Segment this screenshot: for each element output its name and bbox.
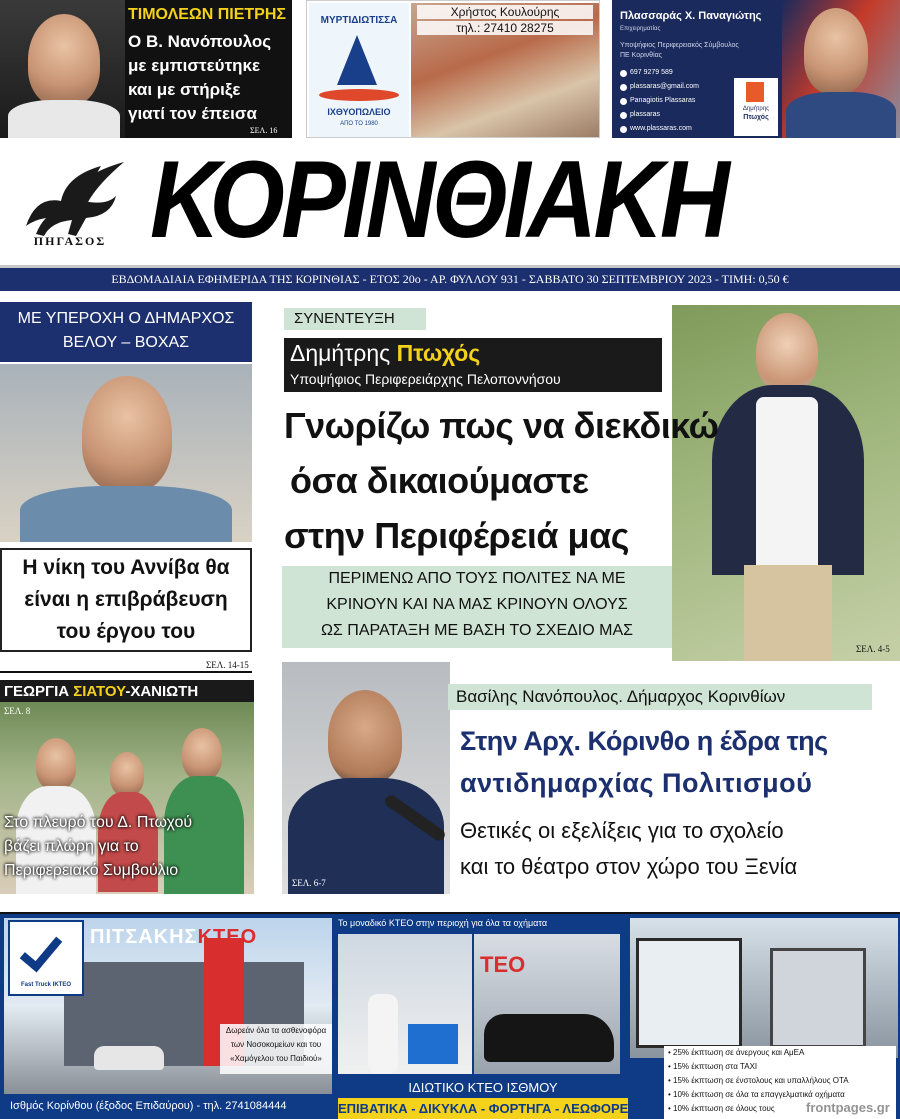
interview-tag[interactable] bbox=[284, 308, 426, 330]
ad-pietris[interactable] bbox=[0, 0, 292, 138]
fish-brand: ΜΥΡΤΙΔΙΩΤΙΣΣΑ bbox=[320, 15, 398, 26]
siatou-cap1: Στο πλευρό του Δ. Πτωχού bbox=[4, 814, 193, 831]
kteo-free3: «Χαμόγελου του Παιδιού» bbox=[230, 1054, 322, 1063]
kteo-address-bar bbox=[4, 1096, 332, 1118]
kteo-discount-0: • 25% έκπτωση σε άνεργους και ΑμΕΑ bbox=[668, 1048, 805, 1057]
fish-logo bbox=[309, 3, 409, 137]
plassaras-email: plassaras@gmail.com bbox=[630, 83, 699, 90]
pietris-line1: Ο Β. Νανόπουλος bbox=[128, 32, 272, 51]
sea-waves bbox=[319, 89, 399, 101]
pegasus-logo bbox=[6, 156, 134, 256]
kteo-truck-photo bbox=[630, 918, 898, 1058]
interview-sub-box bbox=[282, 566, 672, 648]
kteo-brand bbox=[90, 926, 257, 949]
annivas-photo bbox=[0, 364, 252, 542]
kteo-free-box bbox=[220, 1024, 332, 1074]
mayor-head1: Στην Αρχ. Κόρινθο η έδρα της bbox=[460, 726, 828, 756]
fish-owner: Χρήστος Κουλούρης bbox=[417, 5, 593, 19]
fish-since: ΑΠΟ ΤΟ 1980 bbox=[340, 121, 378, 127]
mayor-kicker: Βασίλης Νανόπουλος. Δήμαρχος Κορινθίων bbox=[456, 687, 786, 706]
kteo-free1: Δωρεάν όλα τα ασθενοφόρα bbox=[225, 1026, 327, 1035]
interview-tag-label: ΣΥΝΕΝΤΕΥΞΗ bbox=[294, 310, 395, 327]
logo-surname: Πτωχός bbox=[743, 114, 769, 121]
mayor-photo bbox=[282, 662, 450, 894]
logo-name: Δημήτρης bbox=[742, 106, 770, 112]
plassaras-fb: Panagiotis Plassaras bbox=[630, 97, 696, 104]
instagram-icon bbox=[620, 112, 627, 119]
kteo-sign: ΤΕΟ bbox=[480, 952, 526, 977]
plassaras-role2: Υποψήφιος Περιφερειακός Σύμβουλος bbox=[620, 42, 739, 49]
ad-kteo[interactable] bbox=[0, 912, 900, 1119]
plassaras-name: Πλασσαράς Χ. Παναγιώτης bbox=[620, 10, 762, 22]
plassaras-role3: ΠΕ Κορινθίας bbox=[620, 52, 663, 59]
fish-sub: ΙΧΘΥΟΠΩΛΕΙΟ bbox=[327, 107, 391, 117]
plassaras-ig: plassaras bbox=[630, 111, 660, 118]
pietris-line3: και με στήριξε bbox=[128, 80, 241, 99]
checkmark-icon bbox=[20, 928, 63, 973]
kteo-discount-3: • 10% έκπτωση σε όλα τα επαγγελματικά οχήματα bbox=[668, 1090, 845, 1099]
siatou-cap3: Περιφερειακό Συμβούλιο bbox=[4, 862, 179, 879]
interview-name-box bbox=[284, 338, 662, 392]
kteo-inspection-photo bbox=[338, 934, 472, 1074]
mayor-sub2: και το θέατρο στον χώρο του Ξενία bbox=[460, 854, 798, 879]
pietris-line4: γιατί τον έπεισα bbox=[128, 104, 257, 123]
left-story-annivas[interactable] bbox=[0, 302, 252, 654]
kteo-brand2: ΚΤΕΟ bbox=[197, 926, 258, 948]
siatou-name bbox=[4, 683, 198, 700]
interview-head3: στην Περιφέρειά μας bbox=[284, 515, 629, 556]
mayor-sub1: Θετικές οι εξελίξεις για το σχολείο bbox=[460, 818, 784, 843]
plassaras-role1: Επιχειρηματίας bbox=[620, 26, 661, 32]
ad-plassaras[interactable] bbox=[612, 0, 900, 138]
annivas-kicker2: ΒΕΛΟΥ – ΒΟΧΑΣ bbox=[62, 334, 190, 351]
left-story-siatou[interactable] bbox=[0, 680, 254, 894]
kteo-types: ΕΠΙΒΑΤΙΚΑ - ΔΙΚΥΚΛΑ - ΦΟΡΤΗΓΑ - ΛΕΩΦΟΡΕΙΑ bbox=[338, 1101, 642, 1116]
interview-name bbox=[290, 340, 480, 367]
kteo-private: ΙΔΙΩΤΙΚΟ ΚΤΕΟ ΙΣΘΜΟΥ bbox=[408, 1080, 558, 1095]
annivas-kicker-box bbox=[0, 302, 252, 362]
mayor-page: ΣΕΛ. 6-7 bbox=[292, 878, 326, 888]
siatou-name-pre: ΓΕΩΡΓΙΑ bbox=[4, 683, 74, 700]
siatou-name-hl: ΣΙΑΤΟΥ bbox=[73, 683, 126, 700]
annivas-head2: είναι η επιβράβευση bbox=[24, 588, 228, 611]
kteo-discount-1: • 15% έκπτωση στα ΤΑΧΙ bbox=[668, 1062, 758, 1071]
plassaras-phone: 697 9279 589 bbox=[630, 69, 673, 76]
kteo-discount-4: • 10% έκπτωση σε όλους τους bbox=[668, 1104, 775, 1113]
kteo-badge bbox=[8, 920, 84, 996]
siatou-page: ΣΕΛ. 8 bbox=[4, 706, 31, 716]
fish-phone: τηλ.: 27410 28275 bbox=[417, 21, 593, 35]
pietris-line2: με εμπιστεύτηκε bbox=[128, 56, 261, 75]
kteo-private-bar bbox=[338, 1076, 628, 1098]
mayor-kicker-box bbox=[448, 684, 872, 710]
siatou-name-post: -ΧΑΝΙΩΤΗ bbox=[125, 683, 199, 700]
kteo-badge-label: Fast Truck ΙΚΤΕΟ bbox=[20, 982, 71, 988]
interview-sub1: ΠΕΡΙΜΕΝΩ ΑΠΟ ΤΟΥΣ ΠΟΛΙΤΕΣ ΝΑ ΜΕ bbox=[328, 570, 626, 587]
masthead-title: ΚΟΡΙΝΘΙΑΚΗ bbox=[150, 138, 727, 261]
interview-first: Δημήτρης bbox=[290, 340, 397, 366]
email-icon bbox=[620, 84, 627, 91]
interview-surname: Πτωχός bbox=[396, 340, 481, 366]
web-icon bbox=[620, 126, 627, 133]
annivas-kicker1: ΜΕ ΥΠΕΡΟΧΗ Ο ΔΗΜΑΡΧΟΣ bbox=[17, 310, 235, 327]
annivas-head3: του έργου του bbox=[56, 620, 196, 643]
interview-head1: Γνωρίζω πως να διεκδικώ bbox=[284, 405, 719, 446]
sailboat-icon bbox=[337, 35, 377, 85]
phone-icon bbox=[620, 70, 627, 77]
annivas-headline-box bbox=[0, 548, 252, 652]
kteo-types-bar bbox=[338, 1098, 642, 1119]
plassaras-photo bbox=[782, 0, 900, 138]
kteo-only-label: Το μοναδικό ΚΤΕΟ στην περιοχή για όλα τα οχήματα bbox=[338, 918, 548, 928]
siatou-cap2: βάζει πλώρη για το bbox=[4, 838, 139, 855]
annivas-head1: Η νίκη του Αννίβα θα bbox=[22, 556, 230, 579]
interview-role: Υποψήφιος Περιφερειάρχης Πελοποννήσου bbox=[290, 371, 561, 387]
ad-fishmarket[interactable] bbox=[306, 0, 600, 138]
kteo-car-photo bbox=[474, 934, 620, 1074]
left-divider bbox=[0, 671, 252, 673]
pietris-name: ΤΙΜΟΛΕΩΝ ΠΙΕΤΡΗΣ bbox=[128, 6, 287, 23]
plassaras-web: www.plassaras.com bbox=[630, 125, 692, 132]
watermark: frontpages.gr bbox=[806, 1100, 890, 1115]
facebook-icon bbox=[620, 98, 627, 105]
kteo-discount-2: • 15% έκπτωση σε ένστολους και υπαλλήλους ΟΤΑ bbox=[668, 1076, 849, 1085]
pietris-page: ΣΕΛ. 16 bbox=[250, 126, 278, 135]
interview-head2: όσα δικαιούμαστε bbox=[290, 460, 589, 501]
interview-sub3: ΩΣ ΠΑΡΑΤΑΞΗ ΜΕ ΒΑΣΗ ΤΟ ΣΧΕΔΙΟ ΜΑΣ bbox=[320, 622, 634, 639]
masthead-info-bar bbox=[0, 265, 900, 291]
ptochos-logo bbox=[734, 78, 778, 136]
interview-photo bbox=[672, 305, 900, 661]
interview-sub2: ΚΡΙΝΟΥΝ ΚΑΙ ΝΑ ΜΑΣ ΚΡΙΝΟΥΝ ΟΛΟΥΣ bbox=[326, 596, 628, 613]
logo-caption: ΠΗΓΑΣΟΣ bbox=[33, 234, 107, 248]
mayor-head2: αντιδημαρχίας Πολιτισμού bbox=[460, 768, 813, 798]
pietris-photo bbox=[0, 0, 125, 138]
kteo-brand1: ΠΙΤΣΑΚΗΣ bbox=[90, 926, 198, 948]
kteo-free2: των Νοσοκομείων και του bbox=[230, 1040, 322, 1049]
kteo-address: Ισθμός Κορίνθου (έξοδος Επιδαύρου) - τηλ. 2741084444 bbox=[10, 1100, 287, 1112]
masthead-info: ΕΒΔΟΜΑΔΙΑΙΑ ΕΦΗΜΕΡΙΔΑ ΤΗΣ ΚΟΡΙΝΘΙΑΣ - ΕΤΟΣ 20ο - ΑΡ. ΦΥΛΛΟΥ 931 - ΣΑΒΒΑΤΟ 30 ΣΕΠΤΕΜΒΡΙΟΥ 2023 - ΤΙΜΗ: 0,50 € bbox=[111, 272, 789, 286]
annivas-page: ΣΕΛ. 14-15 bbox=[206, 660, 249, 670]
interview-page: ΣΕΛ. 4-5 bbox=[856, 644, 890, 654]
